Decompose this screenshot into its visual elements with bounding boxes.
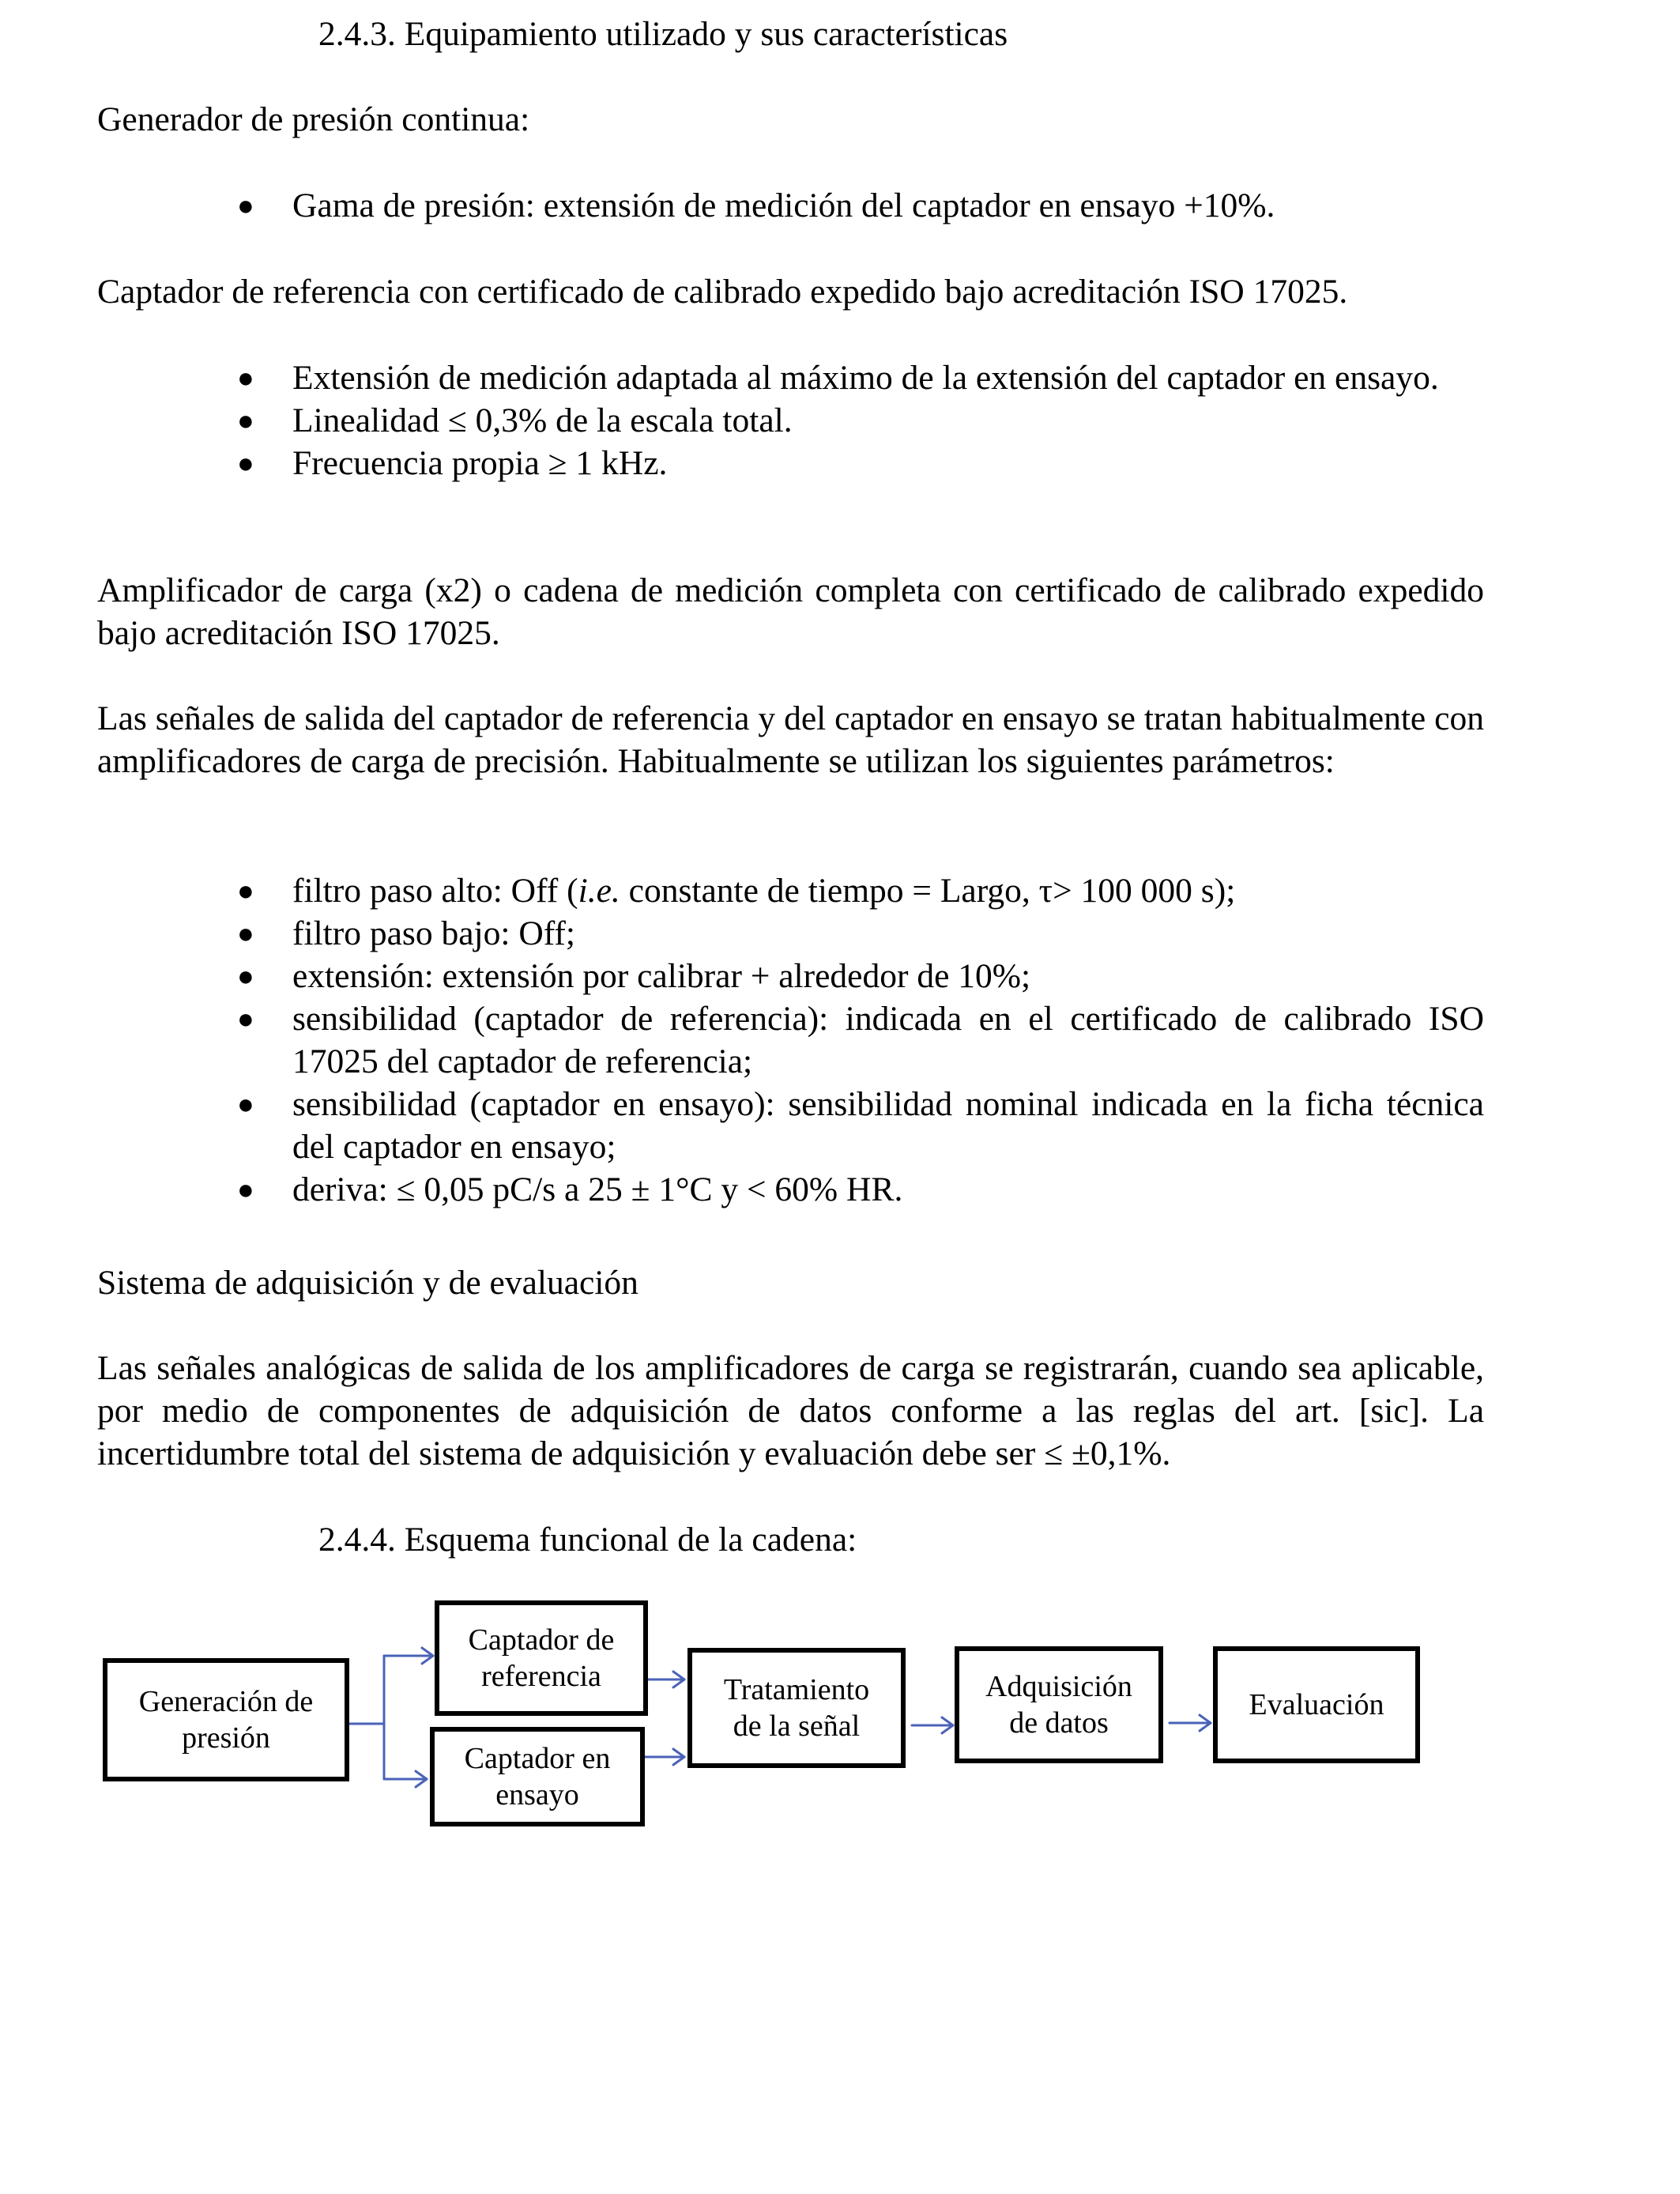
bullet-icon: ● <box>237 1174 254 1205</box>
parameters-bullet-list <box>229 869 1484 1211</box>
list-item: ● filtro paso bajo: Off; <box>229 912 1484 955</box>
bullet-icon: ● <box>237 405 254 436</box>
bullet-icon: ● <box>237 362 254 394</box>
list-item: ● extensión: extensión por calibrar + alrededor de 10%; <box>229 955 1484 997</box>
acquisition-title: Sistema de adquisición y de evaluación <box>97 1264 638 1302</box>
bullet-icon: ● <box>237 875 254 907</box>
generator-bullet-list <box>229 184 1484 227</box>
bullet-icon: ● <box>237 447 254 479</box>
reference-sensor-title: Captador de referencia con certificado de calibrado expedido bajo acreditación ISO 17025. <box>97 273 1348 311</box>
signals-paragraph: Las señales de salida del captador de referencia y del captador en ensayo se tratan habitualmente con amplificadores de carga de precisión. Habitualmente se utilizan los siguientes parámetros: <box>97 699 1484 780</box>
list-item: ● sensibilidad (captador en ensayo): sensibilidad nominal indicada en la ficha técnica del captador en ensayo; <box>229 1083 1484 1168</box>
italic-abbreviation: i.e. <box>578 872 620 910</box>
bullet-icon: ● <box>237 960 254 992</box>
box-pressure-generation: Generación de presión <box>103 1658 349 1781</box>
list-item: ● Linealidad ≤ 0,3% de la escala total. <box>229 399 1484 442</box>
box-evaluation: Evaluación <box>1213 1646 1420 1763</box>
reference-bullet-list <box>229 356 1484 484</box>
section-heading-2-4-3: 2.4.3. Equipamiento utilizado y sus características <box>318 15 1008 53</box>
bullet-icon: ● <box>237 1003 254 1035</box>
list-item: ● deriva: ≤ 0,05 pC/s a 25 ± 1°C y < 60% HR. <box>229 1168 1484 1211</box>
list-item: ● Frecuencia propia ≥ 1 kHz. <box>229 442 1484 484</box>
list-item: ● Gama de presión: extensión de medición del captador en ensayo +10%. <box>229 184 1484 227</box>
box-signal-processing: Tratamiento de la señal <box>687 1648 906 1768</box>
generator-title: Generador de presión continua: <box>97 100 530 138</box>
list-item: ● Extensión de medición adaptada al máximo de la extensión del captador en ensayo. <box>229 356 1484 399</box>
amplifier-paragraph: Amplificador de carga (x2) o cadena de medición completa con certificado de calibrado expedido bajo acreditación ISO 17025. <box>97 571 1484 652</box>
bullet-icon: ● <box>237 1088 254 1120</box>
list-item: ● filtro paso alto: Off (i.e. constante de tiempo = Largo, τ> 100 000 s); <box>229 869 1484 912</box>
bullet-icon: ● <box>237 190 254 221</box>
bullet-icon: ● <box>237 918 254 949</box>
box-test-sensor: Captador en ensayo <box>430 1727 645 1826</box>
acquisition-paragraph: Las señales analógicas de salida de los amplificadores de carga se registrarán, cuando sea aplicable, por medio de componentes de adquisición de datos conforme a las reglas del art. [sic]. La incertidumbre total del sistema de adquisición y evaluación debe ser ≤ ±0,1%. <box>97 1349 1484 1472</box>
functional-chain-diagram <box>95 1600 1438 1853</box>
list-item: ● sensibilidad (captador de referencia): indicada en el certificado de calibrado ISO 17025 del captador de referencia; <box>229 997 1484 1083</box>
box-reference-sensor: Captador de referencia <box>435 1600 648 1716</box>
box-data-acquisition: Adquisición de datos <box>955 1646 1163 1763</box>
section-heading-2-4-4: 2.4.4. Esquema funcional de la cadena: <box>318 1521 857 1559</box>
